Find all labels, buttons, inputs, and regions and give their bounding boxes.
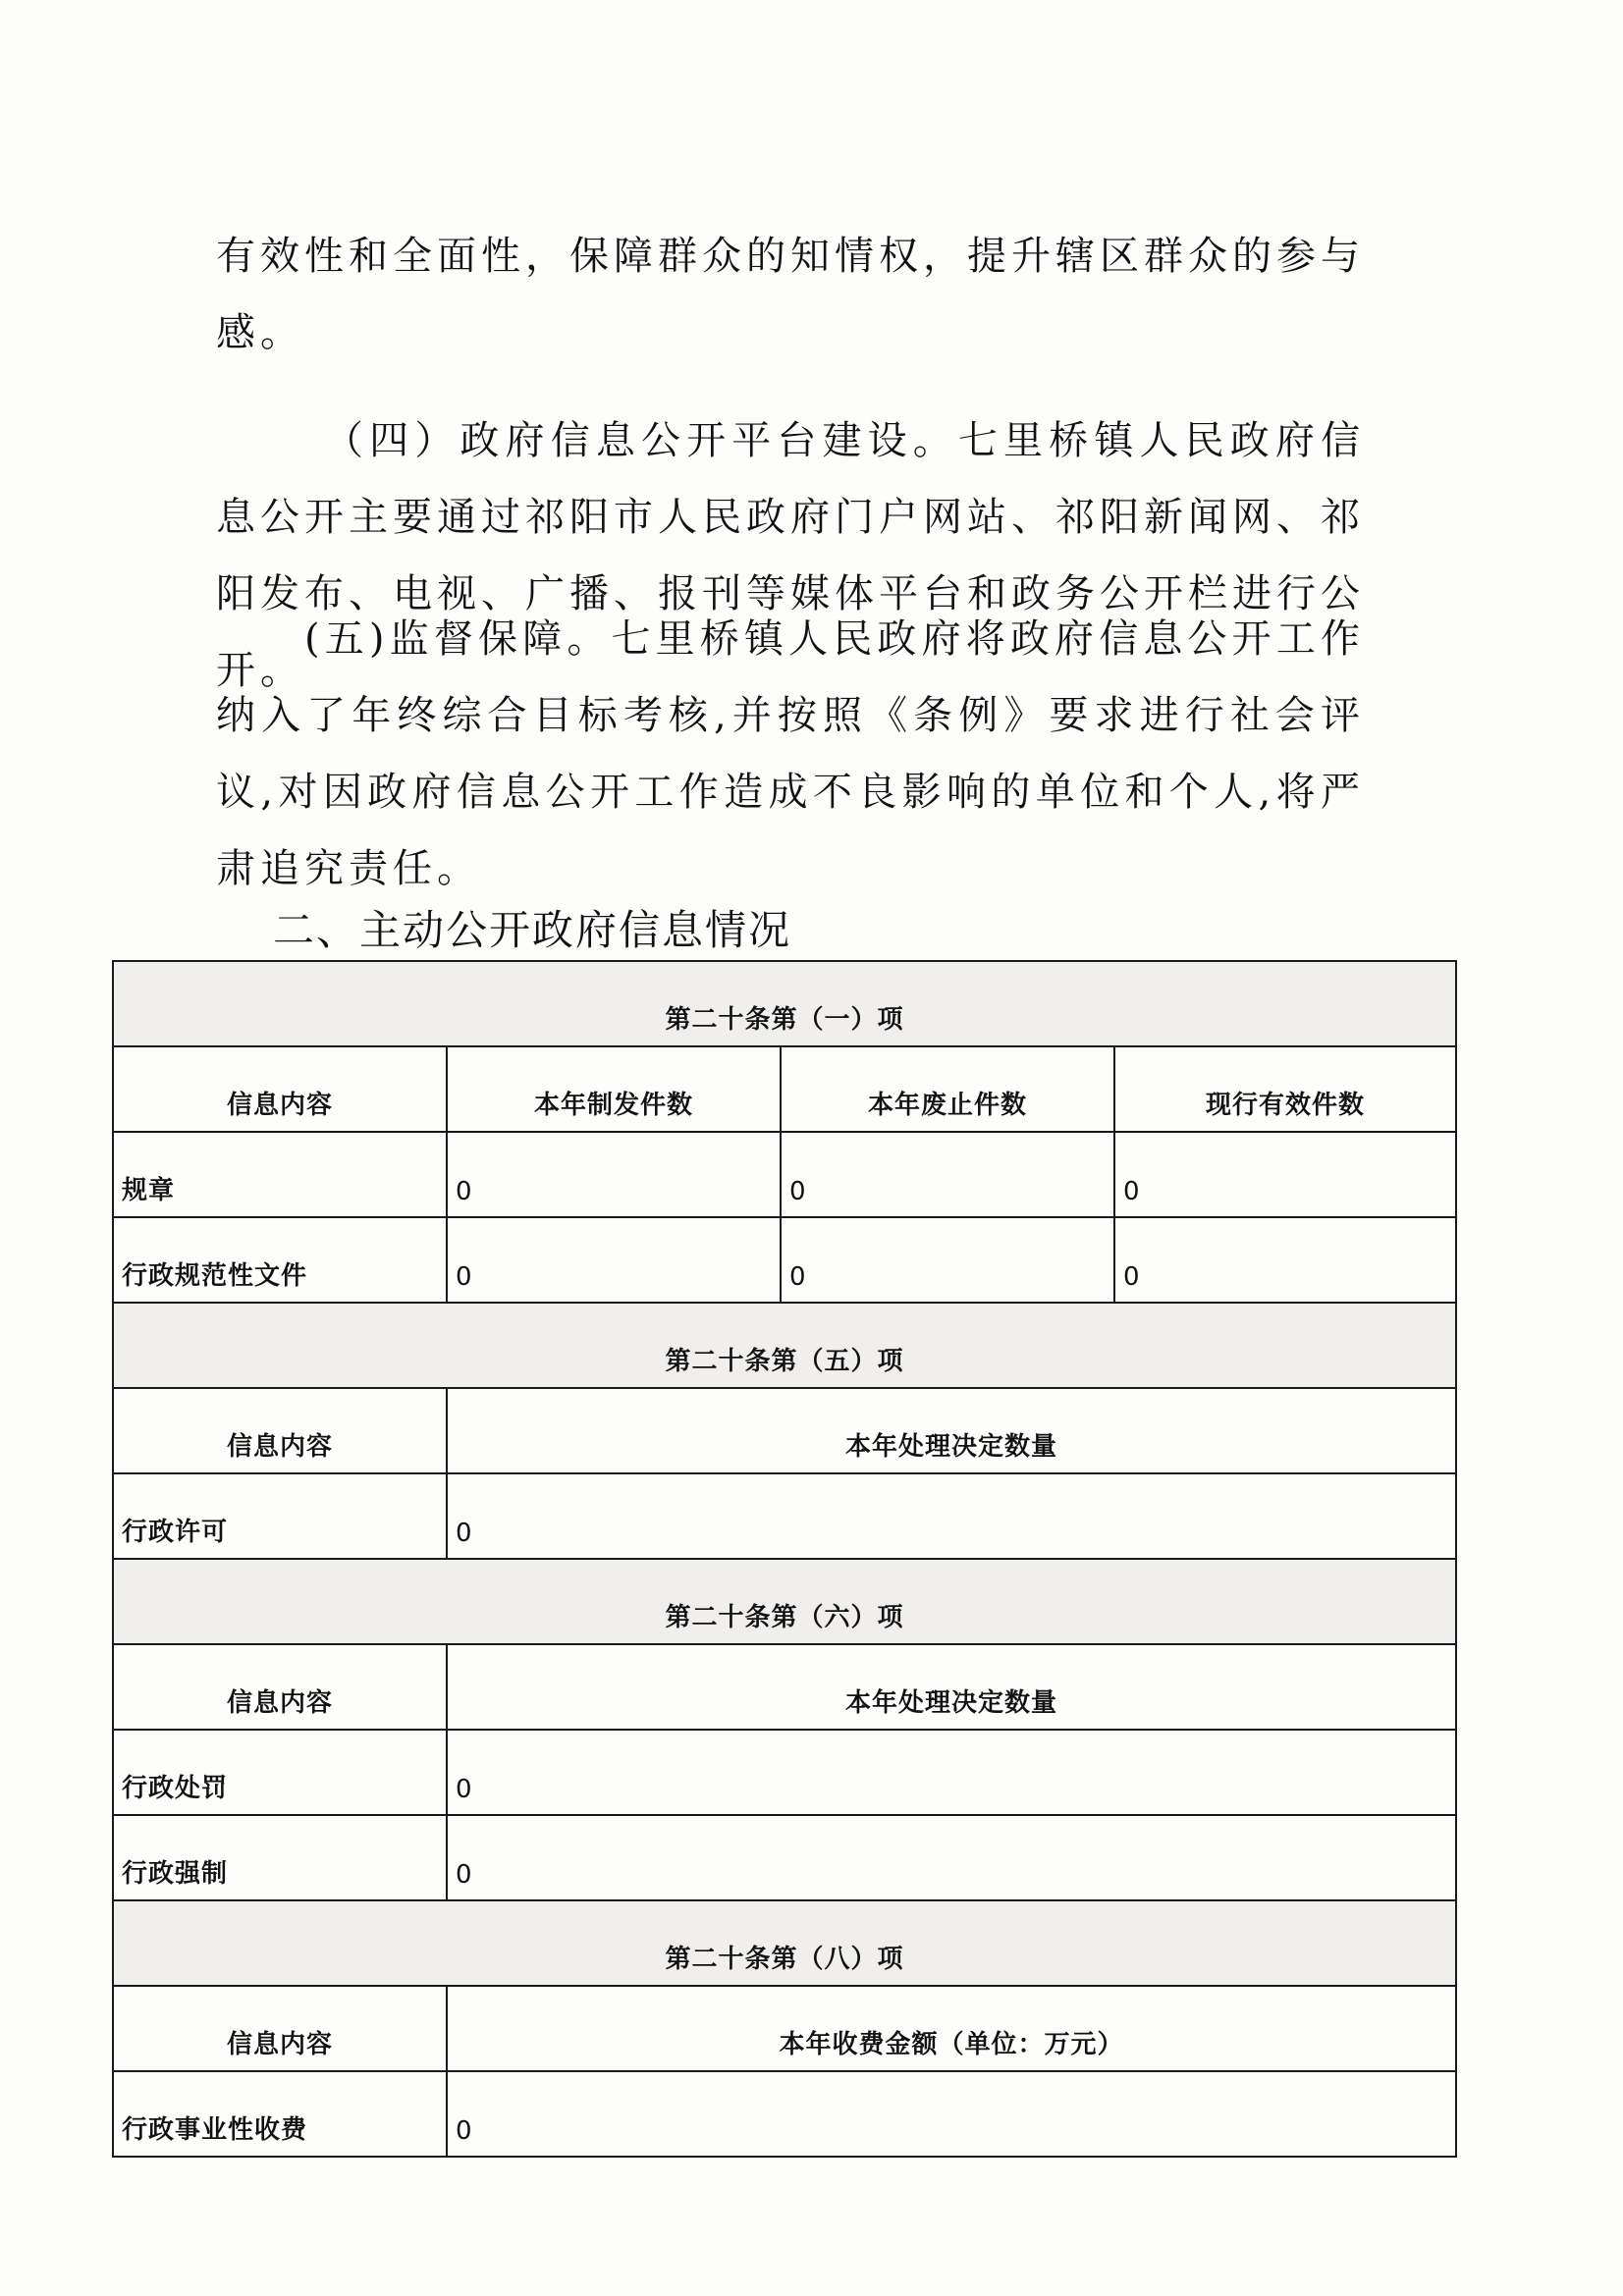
table-row bbox=[113, 1132, 1456, 1217]
paragraph-supervision: (五)监督保障。七里桥镇人民政府将政府信息公开工作纳入了年终综合目标考核,并按照《条例》要求进行社会评议,对因政府信息公开工作造成不良影响的单位和个人,将严肃追究责任。 bbox=[216, 616, 1365, 891]
paragraph-continuation: 有效性和全面性，保障群众的知情权，提升辖区群众的参与感。 bbox=[216, 234, 1365, 355]
table-row bbox=[113, 1730, 1456, 1815]
section-title-8: 第二十条第（八）项 bbox=[113, 1900, 1456, 1986]
header-cell: 信息内容 bbox=[113, 1986, 447, 2071]
table-section-title bbox=[113, 961, 1456, 1046]
row-value: 0 bbox=[447, 1730, 1456, 1815]
header-cell: 本年处理决定数量 bbox=[447, 1644, 1456, 1730]
table-section-title bbox=[113, 1559, 1456, 1644]
row-label: 行政处罚 bbox=[113, 1730, 447, 1815]
table-row bbox=[113, 2071, 1456, 2157]
table-header-row bbox=[113, 1986, 1456, 2071]
row-label: 规章 bbox=[113, 1132, 447, 1217]
header-cell: 信息内容 bbox=[113, 1046, 447, 1132]
section-heading: 二、主动公开政府信息情况 bbox=[273, 906, 792, 954]
table-section-title bbox=[113, 1900, 1456, 1986]
row-value: 0 bbox=[1114, 1132, 1456, 1217]
row-value: 0 bbox=[447, 1815, 1456, 1900]
row-label: 行政强制 bbox=[113, 1815, 447, 1900]
header-cell: 本年废止件数 bbox=[781, 1046, 1114, 1132]
paragraph-platform-construction: （四）政府信息公开平台建设。七里桥镇人民政府信息公开主要通过祁阳市人民政府门户网站、祁阳新闻网、祁阳发布、电视、广播、报刊等媒体平台和政务公开栏进行公开。 bbox=[216, 418, 1365, 693]
header-cell: 本年制发件数 bbox=[447, 1046, 781, 1132]
row-value: 0 bbox=[447, 1132, 781, 1217]
row-label: 行政事业性收费 bbox=[113, 2071, 447, 2157]
table-row bbox=[113, 1815, 1456, 1900]
header-cell: 信息内容 bbox=[113, 1644, 447, 1730]
row-value: 0 bbox=[781, 1132, 1114, 1217]
header-cell: 现行有效件数 bbox=[1114, 1046, 1456, 1132]
section-title-5: 第二十条第（五）项 bbox=[113, 1303, 1456, 1388]
row-value: 0 bbox=[447, 1473, 1456, 1559]
table-header-row bbox=[113, 1388, 1456, 1473]
row-value: 0 bbox=[447, 1217, 781, 1303]
row-value: 0 bbox=[447, 2071, 1456, 2157]
table-header-row bbox=[113, 1644, 1456, 1730]
table-section-title bbox=[113, 1303, 1456, 1388]
section-title-6: 第二十条第（六）项 bbox=[113, 1559, 1456, 1644]
row-label: 行政许可 bbox=[113, 1473, 447, 1559]
header-cell: 信息内容 bbox=[113, 1388, 447, 1473]
row-value: 0 bbox=[781, 1217, 1114, 1303]
row-value: 0 bbox=[1114, 1217, 1456, 1303]
table-header-row bbox=[113, 1046, 1456, 1132]
header-cell: 本年收费金额（单位：万元） bbox=[447, 1986, 1456, 2071]
disclosure-table bbox=[112, 960, 1457, 2158]
row-label: 行政规范性文件 bbox=[113, 1217, 447, 1303]
section-title-1: 第二十条第（一）项 bbox=[113, 961, 1456, 1046]
header-cell: 本年处理决定数量 bbox=[447, 1388, 1456, 1473]
table-row bbox=[113, 1473, 1456, 1559]
table-row bbox=[113, 1217, 1456, 1303]
